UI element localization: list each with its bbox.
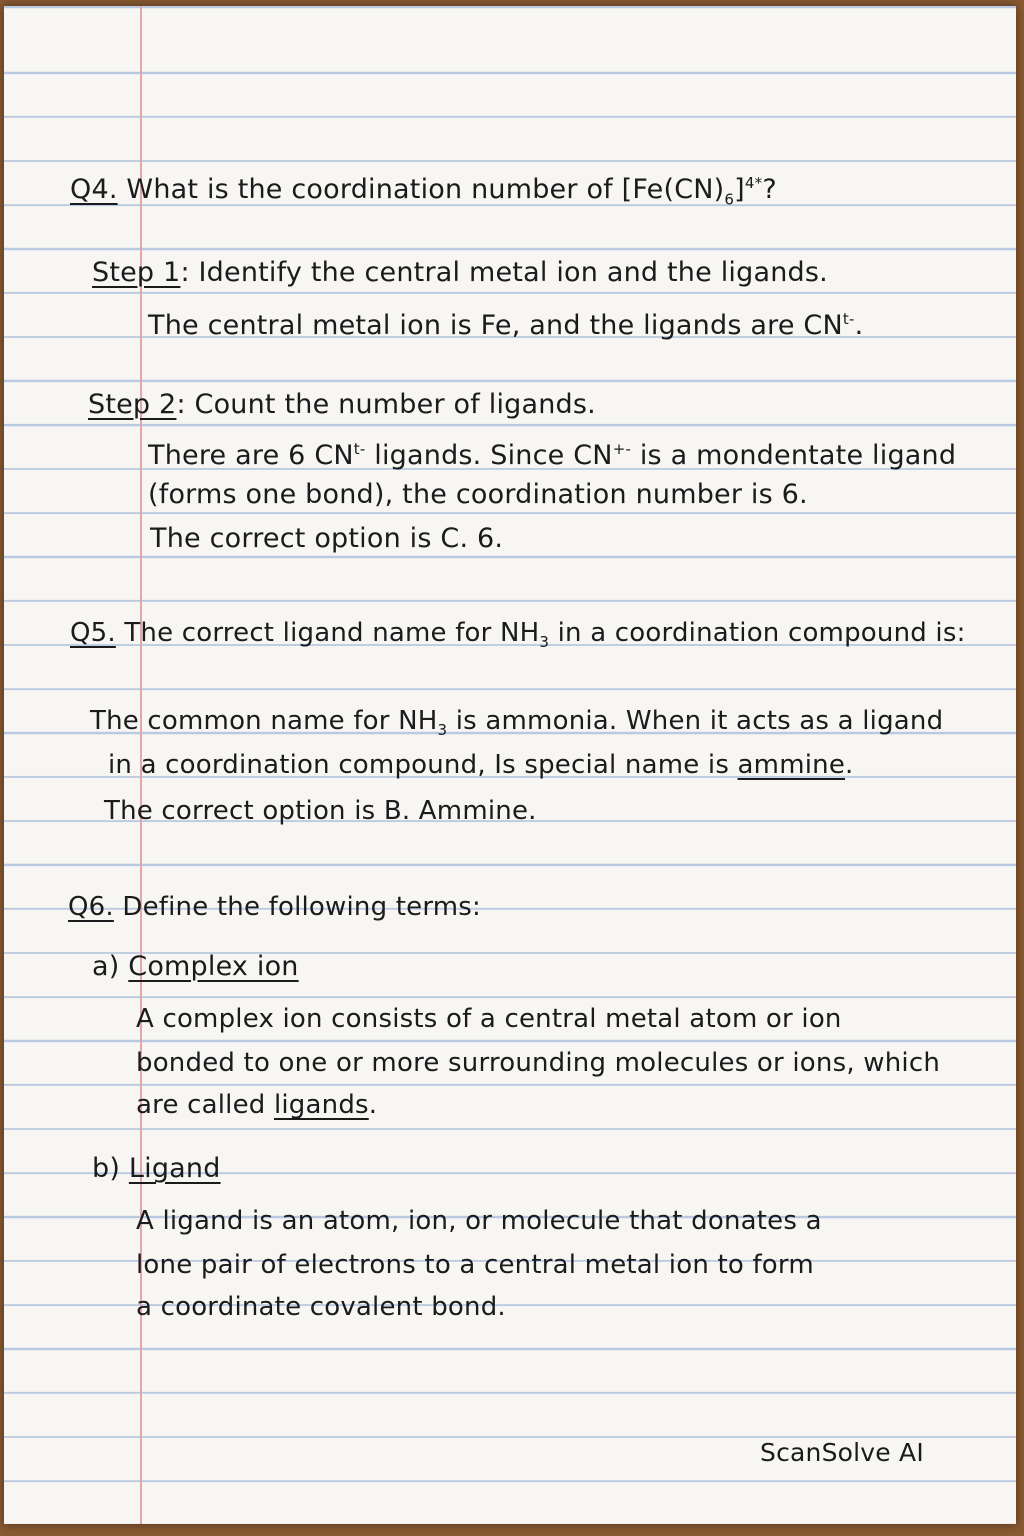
q5-question-end: in a coordination compound is: (549, 618, 966, 648)
q6-a-heading (92, 950, 299, 984)
step1-body-charge: t- (842, 310, 855, 328)
q6-question (68, 890, 481, 924)
q5-answer-3: The correct option is B. Ammine. (104, 796, 537, 826)
q4-charge: 4* (744, 174, 763, 192)
q5-question (70, 616, 966, 659)
q4-label: Q4. (70, 174, 118, 205)
q6-b-def-1: A ligand is an atom, ion, or molecule that donates a (136, 1206, 822, 1236)
q5-answer-1 (90, 704, 943, 747)
q6-question-text: Define the following terms: (122, 892, 482, 922)
q4-bracket: ] (734, 174, 745, 205)
q5-question-text: The correct ligand name for NH (124, 618, 540, 648)
q6-a-def-3-text: are called (136, 1090, 274, 1120)
q6-b-def-3: a coordinate covalent bond. (136, 1292, 506, 1322)
q5-answer-1-text: The common name for NH (90, 706, 438, 736)
step2-text: : Count the number of ligands. (176, 389, 596, 420)
q5-answer-2-text: in a coordination compound, Is special name is (108, 750, 738, 780)
q4-step1-body (148, 302, 863, 343)
notebook-page (4, 6, 1016, 1524)
q6-a-def-2: bonded to one or more surrounding molecules or ions, which (136, 1048, 941, 1078)
q4-step2-body-1 (148, 432, 956, 473)
step2-label: Step 2 (88, 389, 177, 420)
q6-a-def-3-term: ligands (273, 1090, 369, 1120)
q6-b-heading (92, 1152, 221, 1186)
watermark: ScanSolve AI (760, 1438, 924, 1467)
q6-label: Q6. (68, 892, 114, 922)
step2-body-b: ligands. Since CN (365, 440, 613, 471)
step1-label: Step 1 (92, 257, 181, 288)
q6-a-def-3 (136, 1088, 377, 1122)
q5-answer-1-end: is ammonia. When it acts as a ligand (447, 706, 944, 736)
q6-b-term: Ligand (128, 1153, 221, 1184)
step1-text: : Identify the central metal ion and the ligands. (180, 257, 828, 288)
q4-step2-body-3: The correct option is C. 6. (150, 523, 504, 554)
q4-subscript: 6 (724, 190, 735, 209)
q5-subscript: 3 (539, 633, 550, 652)
step2-body-c: is a mondentate ligand (631, 440, 957, 471)
step2-charge-2: +- (612, 440, 632, 458)
q6-a-term: Complex ion (128, 951, 299, 982)
q5-answer-term: ammine (737, 750, 846, 780)
step1-body-end: . (854, 310, 864, 341)
q6-b-marker: b) (92, 1153, 121, 1184)
q4-step1-heading (92, 256, 828, 290)
q6-b-def-2: lone pair of electrons to a central metal ion to form (136, 1250, 814, 1280)
step1-body-text: The central metal ion is Fe, and the ligands are CN (148, 310, 843, 341)
step2-body-a: There are 6 CN (148, 440, 354, 471)
q5-label: Q5. (70, 618, 116, 648)
q4-question-text: What is the coordination number of [Fe(CN) (126, 174, 725, 205)
q6-a-def-1: A complex ion consists of a central metal atom or ion (136, 1004, 842, 1034)
step2-charge-1: t- (353, 440, 366, 458)
q4-question-mark: ? (762, 174, 777, 205)
q5-answer-2 (108, 748, 854, 782)
q4-step2-body-2: (forms one bond), the coordination number is 6. (148, 479, 808, 510)
q5-answer-1-sub: 3 (437, 721, 448, 740)
q5-answer-2-end: . (845, 750, 854, 780)
q6-a-marker: a) (92, 951, 120, 982)
q4-step2-heading (88, 388, 596, 422)
q4-question (70, 166, 777, 216)
q6-a-def-3-end: . (368, 1090, 378, 1120)
